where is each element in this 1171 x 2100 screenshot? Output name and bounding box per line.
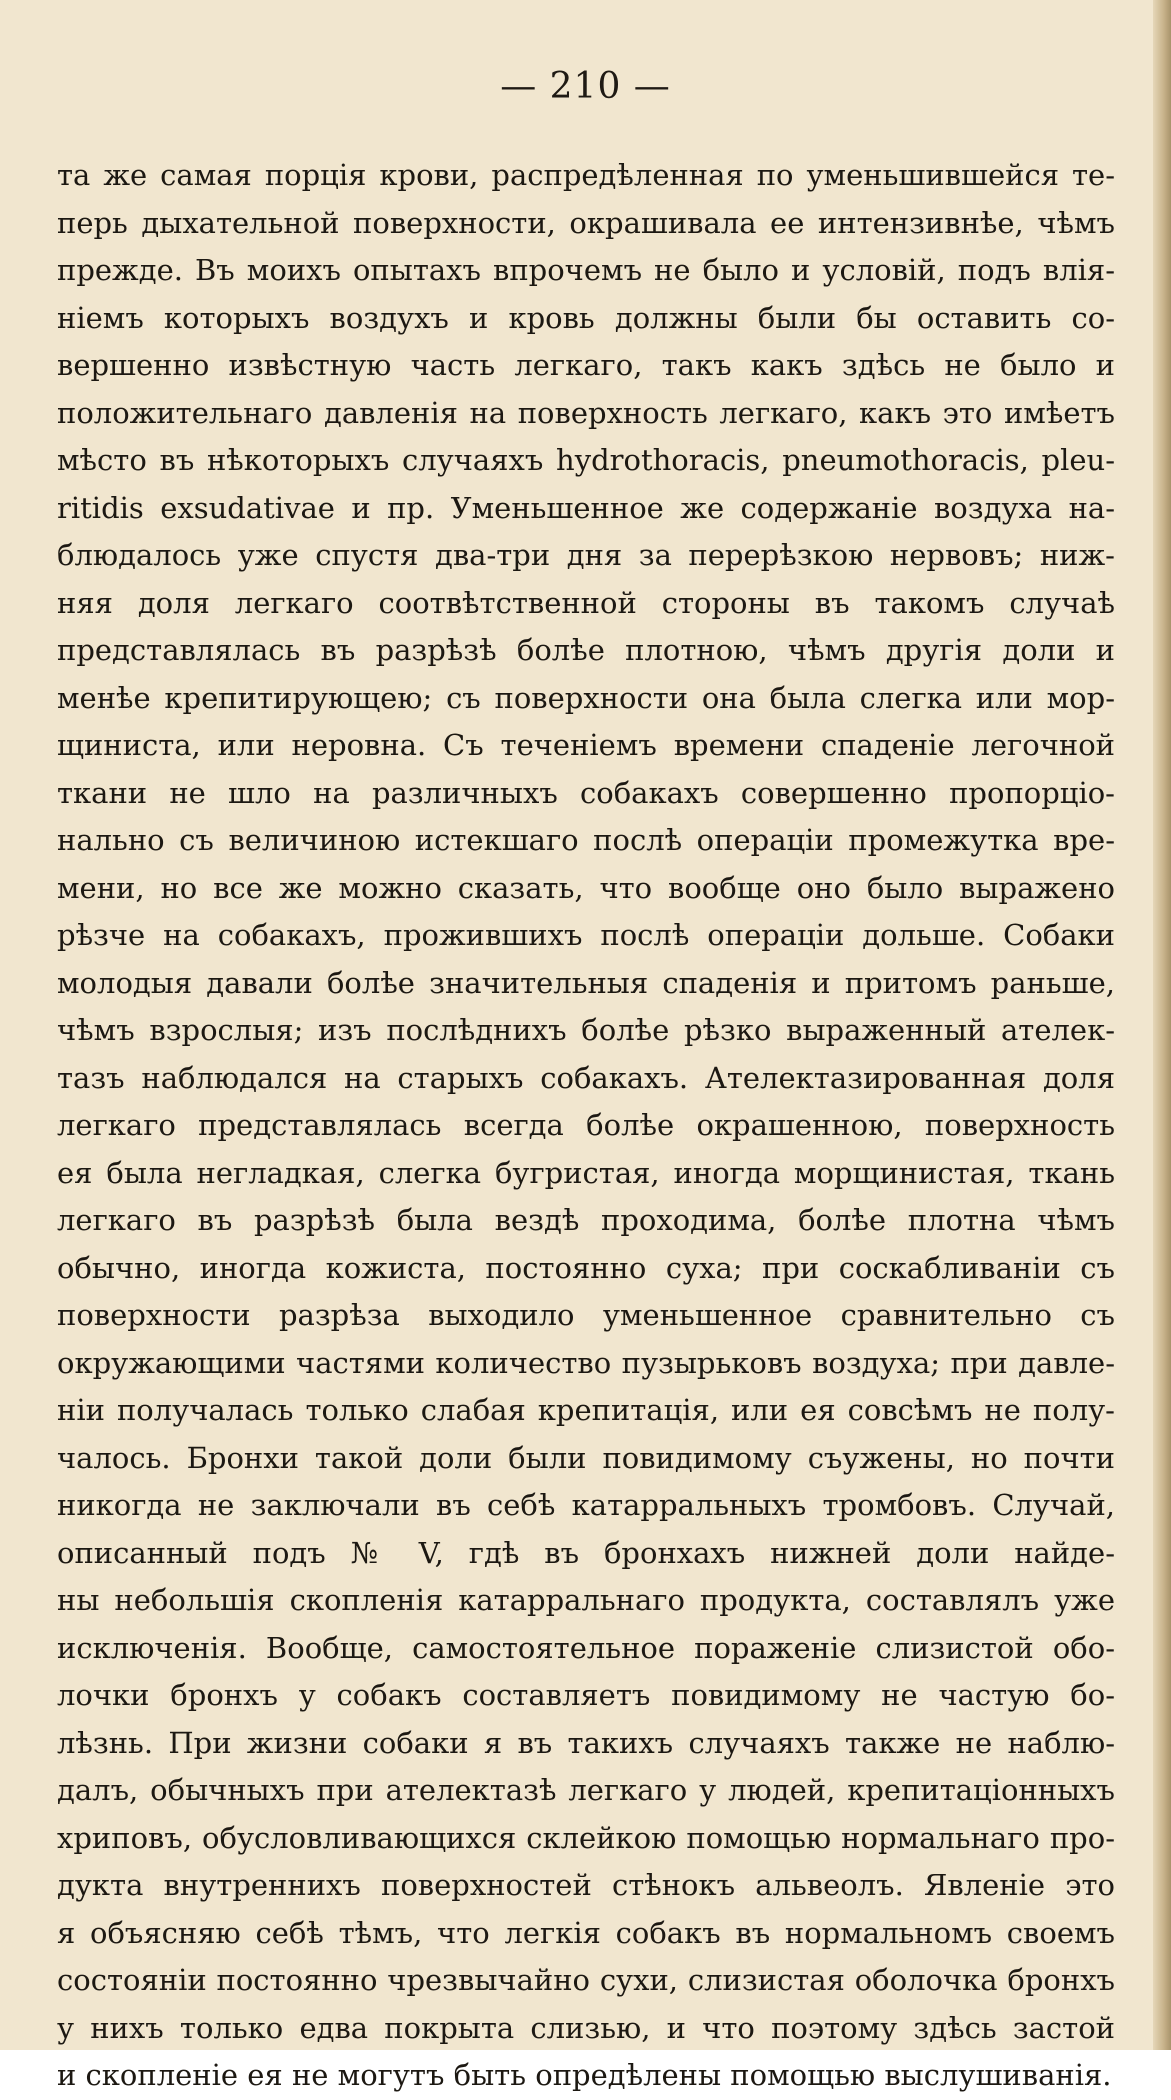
text-line: чалось. Бронхи такой доли были повидимому съужены, но почти <box>57 1440 1115 1475</box>
page-number: — 210 — <box>500 66 671 107</box>
text-line: перь дыхательной поверхности, окрашивала ее интензивнѣе, чѣмъ <box>57 205 1115 240</box>
body-text <box>57 152 1115 2100</box>
text-line: ritidis exsudativae и пр. Уменьшенное же содержаніе воздуха на- <box>57 490 1115 525</box>
text-line: ея была негладкая, слегка бугристая, иногда морщинистая, ткань <box>57 1155 1115 1190</box>
text-line: состояніи постоянно чрезвычайно сухи, слизистая оболочка бронхъ <box>57 1963 1115 1997</box>
text-line: хриповъ, обусловливающихся склейкою помощью нормальнаго про- <box>57 1820 1115 1855</box>
text-line: легкаго представлялась всегда болѣе окрашенною, поверхность <box>57 1108 1115 1142</box>
text-line: окружающими частями количество пузырьковъ воздуха; при давле- <box>57 1345 1115 1380</box>
text-line: и скопленіе ея не могутъ быть опредѣлены помощью выслушиванія. <box>57 2058 1112 2092</box>
text-line: молодыя давали болѣе значительныя спаденія и притомъ раньше, <box>57 965 1115 1000</box>
text-line: блюдалось уже спустя два-три дня за перерѣзкою нервовъ; ниж- <box>57 538 1115 572</box>
text-line: представлялась въ разрѣзѣ болѣе плотною, чѣмъ другія доли и <box>57 633 1115 667</box>
text-line: мѣсто въ нѣкоторыхъ случаяхъ hydrothoracis, pneumothoracis, pleu- <box>57 443 1115 477</box>
text-line: вершенно извѣстную часть легкаго, такъ какъ здѣсь не было и <box>57 348 1115 382</box>
text-line: менѣе крепитирующею; съ поверхности она была слегка или мор- <box>57 680 1115 715</box>
text-line: ніи получалась только слабая крепитація, или ея совсѣмъ не полу- <box>57 1393 1115 1427</box>
text-line: далъ, обычныхъ при ателектазѣ легкаго у людей, крепитаціонныхъ <box>57 1773 1115 1807</box>
text-line: ны небольшія скопленія катарральнаго продукта, составлялъ уже <box>57 1583 1115 1617</box>
text-line: исключенія. Вообще, самостоятельное пораженіе слизистой обо- <box>57 1630 1115 1665</box>
text-line: тазъ наблюдался на старыхъ собакахъ. Ателектазированная доля <box>57 1060 1115 1095</box>
page-spine-edge <box>1153 0 1171 2050</box>
text-line: дукта внутреннихъ поверхностей стѣнокъ альвеолъ. Явленіе это <box>57 1868 1115 1902</box>
text-line: поверхности разрѣза выходило уменьшенное сравнительно съ <box>57 1298 1115 1332</box>
text-line: рѣзче на собакахъ, прожившихъ послѣ операціи дольше. Собаки <box>57 918 1115 952</box>
text-line: я объясняю себѣ тѣмъ, что легкія собакъ въ нормальномъ своемъ <box>57 1915 1115 1950</box>
text-line: лочки бронхъ у собакъ составляетъ повидимому не частую бо- <box>57 1678 1115 1712</box>
text-line: никогда не заключали въ себѣ катарральныхъ тромбовъ. Случай, <box>57 1488 1115 1522</box>
text-line: щиниста, или неровна. Съ теченіемъ времени спаденіе легочной <box>57 728 1115 762</box>
text-line: нально съ величиною истекшаго послѣ операціи промежутка вре- <box>57 823 1115 857</box>
text-line: у нихъ только едва покрыта слизью, и что поэтому здѣсь застой <box>57 2010 1115 2045</box>
text-line: положительнаго давленія на поверхность легкаго, какъ это имѣетъ <box>57 395 1115 430</box>
text-line: няя доля легкаго соотвѣтственной стороны въ такомъ случаѣ <box>57 585 1115 620</box>
text-line: ткани не шло на различныхъ собакахъ совершенно пропорціо- <box>57 775 1115 810</box>
text-line: та же самая порція крови, распредѣленная по уменьшившейся те- <box>57 158 1115 192</box>
text-line: лѣзнь. При жизни собаки я въ такихъ случаяхъ также не наблю- <box>57 1725 1115 1760</box>
text-line: легкаго въ разрѣзѣ была вездѣ проходима, болѣе плотна чѣмъ <box>57 1203 1115 1237</box>
text-line: ніемъ которыхъ воздухъ и кровь должны были бы оставить со- <box>57 300 1115 335</box>
text-line: мени, но все же можно сказать, что вообще оно было выражено <box>57 870 1115 905</box>
text-line: описанный подъ № V, гдѣ въ бронхахъ нижней доли найде- <box>57 1535 1115 1570</box>
text-line: обычно, иногда кожиста, постоянно суха; при соскабливаніи съ <box>57 1250 1115 1285</box>
text-line: прежде. Въ моихъ опытахъ впрочемъ не было и условій, подъ влія- <box>57 253 1115 287</box>
text-line: чѣмъ взрослыя; изъ послѣднихъ болѣе рѣзко выраженный ателек- <box>57 1013 1115 1047</box>
